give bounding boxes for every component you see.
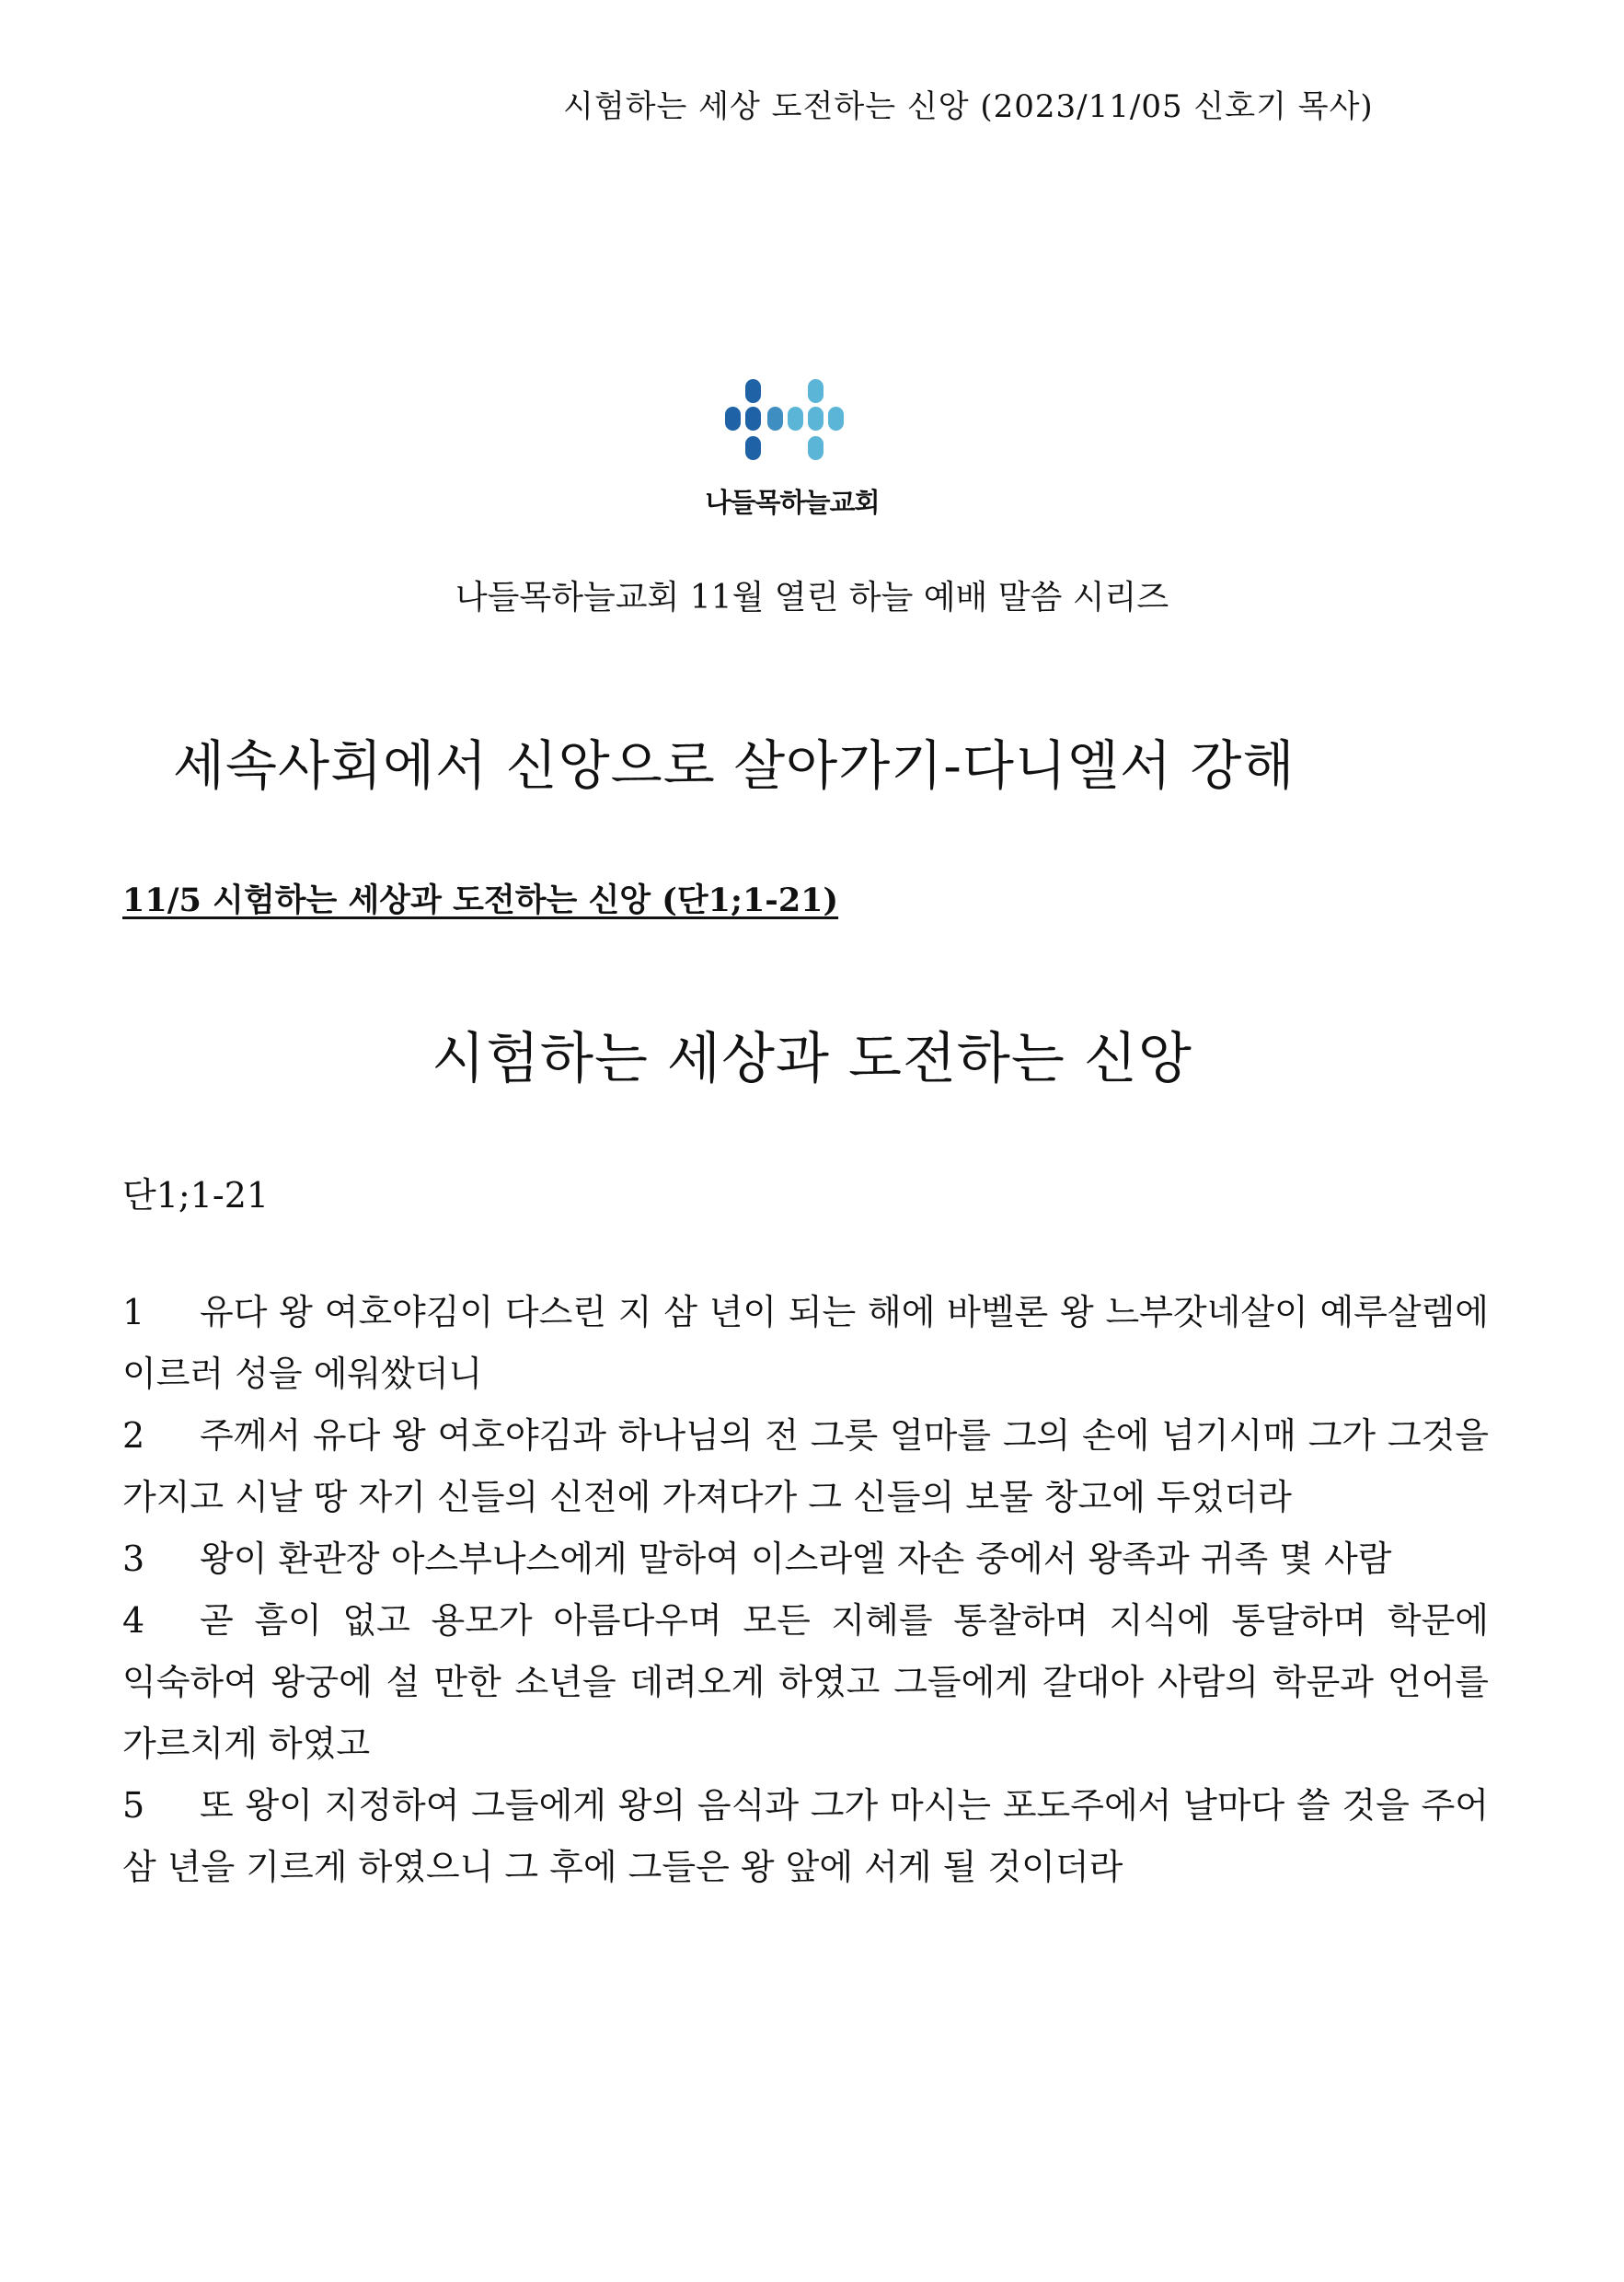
verse-number: 4 (122, 1600, 145, 1641)
series-line: 나들목하늘교회 11월 열린 하늘 예배 말씀 시리즈 (455, 579, 1169, 617)
series-title: 세속사회에서 신앙으로 살아가기-다니엘서 강해 (173, 734, 1296, 797)
verse-list (122, 1282, 1489, 1898)
verse-text: 곧 흠이 없고 용모가 아름다우며 모든 지혜를 통찰하며 지식에 통달하며 학문에 익숙하여 왕궁에 설 만한 소년을 데려오게 하였고 그들에게 갈대아 사람의 학문과 언어를 가르치게 하였고 (122, 1600, 1489, 1764)
verse-item (122, 1282, 1489, 1405)
verse-number: 3 (122, 1539, 145, 1579)
verse-number: 2 (122, 1415, 145, 1456)
page-header: 시험하는 세상 도전하는 신앙 (2023/11/05 신호기 목사) (563, 88, 1374, 125)
church-logo-name: 나들목하늘교회 (705, 487, 880, 518)
sermon-title: 시험하는 세상과 도전하는 신앙 (432, 1027, 1192, 1091)
verse-item (122, 1775, 1489, 1898)
verse-item (122, 1405, 1489, 1528)
verse-text: 왕이 환관장 아스부나스에게 말하여 이스라엘 자손 중에서 왕족과 귀족 몇 사람 (200, 1539, 1392, 1579)
sermon-reference: 11/5 시험하는 세상과 도전하는 신앙 (단1;1-21) (122, 882, 839, 919)
verse-number: 1 (122, 1292, 145, 1332)
verse-text: 주께서 유다 왕 여호야김과 하나님의 전 그릇 얼마를 그의 손에 넘기시매 그가 그것을 가지고 시날 땅 자기 신들의 신전에 가져다가 그 신들의 보물 창고에 두었더라 (122, 1415, 1489, 1517)
verse-item (122, 1528, 1489, 1590)
church-logo (696, 379, 889, 517)
church-logo-cross-icon (696, 379, 889, 482)
verse-item (122, 1590, 1489, 1775)
passage-reference: 단1;1-21 (122, 1175, 270, 1216)
verse-number: 5 (122, 1785, 145, 1826)
verse-text: 유다 왕 여호야김이 다스린 지 삼 년이 되는 해에 바벨론 왕 느부갓네살이 예루살렘에 이르러 성을 에워쌌더니 (122, 1292, 1489, 1394)
verse-text: 또 왕이 지정하여 그들에게 왕의 음식과 그가 마시는 포도주에서 날마다 쓸 것을 주어 삼 년을 기르게 하였으니 그 후에 그들은 왕 앞에 서게 될 것이더라 (122, 1785, 1489, 1887)
